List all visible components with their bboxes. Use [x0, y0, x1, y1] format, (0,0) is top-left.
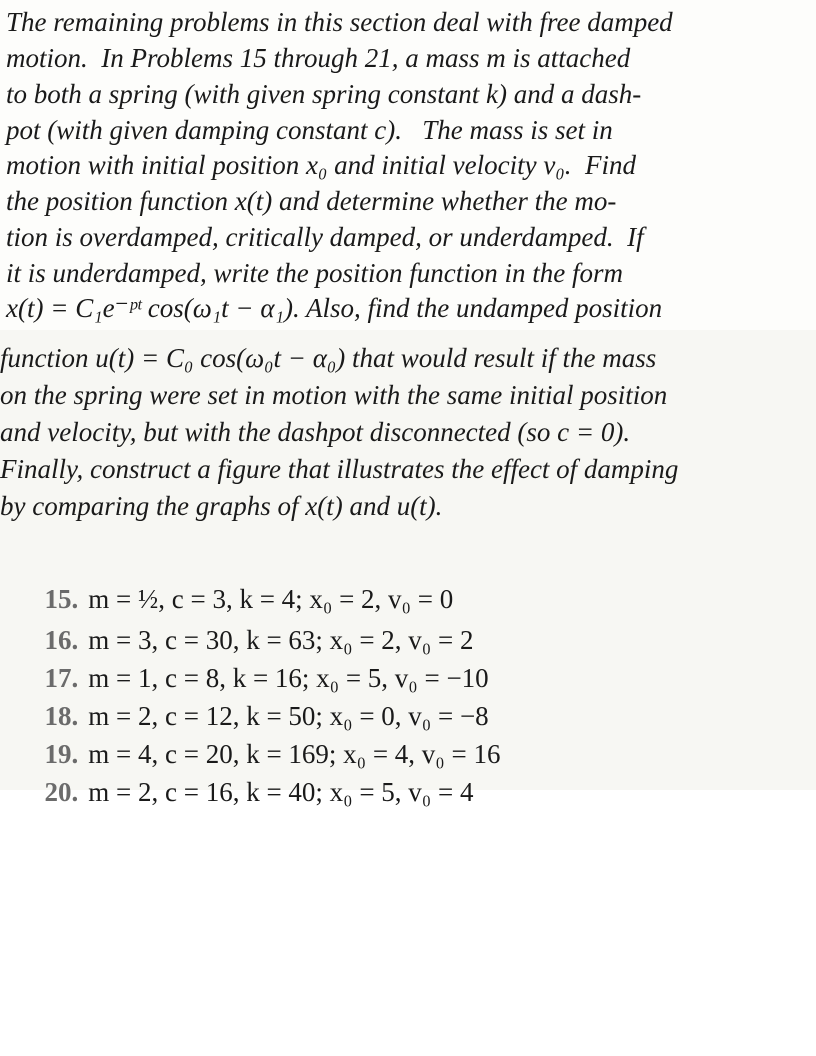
paragraph-line: The remaining problems in this section deal with free damped	[6, 7, 673, 37]
problem-text: m = 1, c = 8, k = 16; x₀ = 5, v₀ = −10	[88, 663, 489, 693]
problem-text: m = ½, c = 3, k = 4; x₀ = 2, v₀ = 0	[88, 584, 454, 614]
problem-number: 15.	[44, 584, 79, 614]
paragraph-line: Finally, construct a figure that illustrates the effect of damping	[0, 454, 679, 484]
paragraph-line: tion is overdamped, critically damped, or underdamped. If	[6, 222, 644, 252]
problem-number: 20.	[44, 777, 79, 807]
paragraph-line: the position function x(t) and determine whether the mo-	[6, 186, 617, 216]
lower-scan-region	[0, 330, 816, 807]
paragraph-line: on the spring were set in motion with the same initial position	[0, 380, 668, 410]
problem-number: 16.	[44, 625, 79, 655]
paragraph-line: to both a spring (with given spring constant k) and a dash-	[6, 79, 642, 109]
problem-item	[4, 738, 473, 846]
problem-text: m = 2, c = 12, k = 50; x₀ = 0, v₀ = −8	[88, 701, 489, 731]
problem-number: 19.	[44, 739, 79, 769]
paragraph-line: by comparing the graphs of x(t) and u(t).	[0, 491, 443, 521]
problem-number: 17.	[44, 663, 79, 693]
problem-text: m = 3, c = 30, k = 63; x₀ = 2, v₀ = 2	[88, 625, 474, 655]
paragraph-line: function u(t) = C₀ cos(ω₀t − α₀) that would result if the mass	[0, 343, 657, 373]
problem-number: 18.	[44, 701, 79, 731]
paragraph-line: x(t) = C₁e⁻ᵖᵗ cos(ω₁t − α₁). Also, find the undamped position	[6, 293, 663, 323]
paragraph-line: it is underdamped, write the position function in the form	[6, 258, 623, 288]
upper-scan-region	[0, 0, 816, 330]
problem-text: m = 4, c = 20, k = 169; x₀ = 4, v₀ = 16	[88, 739, 501, 769]
paragraph-line: and velocity, but with the dashpot disconnected (so c = 0).	[0, 417, 631, 447]
paragraph-line: pot (with given damping constant c). The mass is set in	[6, 115, 613, 145]
paragraph-line: motion with initial position x₀ and initial velocity v₀. Find	[6, 150, 636, 180]
problem-text: m = 2, c = 16, k = 40; x₀ = 5, v₀ = 4	[88, 777, 474, 807]
paragraph-line: motion. In Problems 15 through 21, a mass m is attached	[6, 43, 631, 73]
